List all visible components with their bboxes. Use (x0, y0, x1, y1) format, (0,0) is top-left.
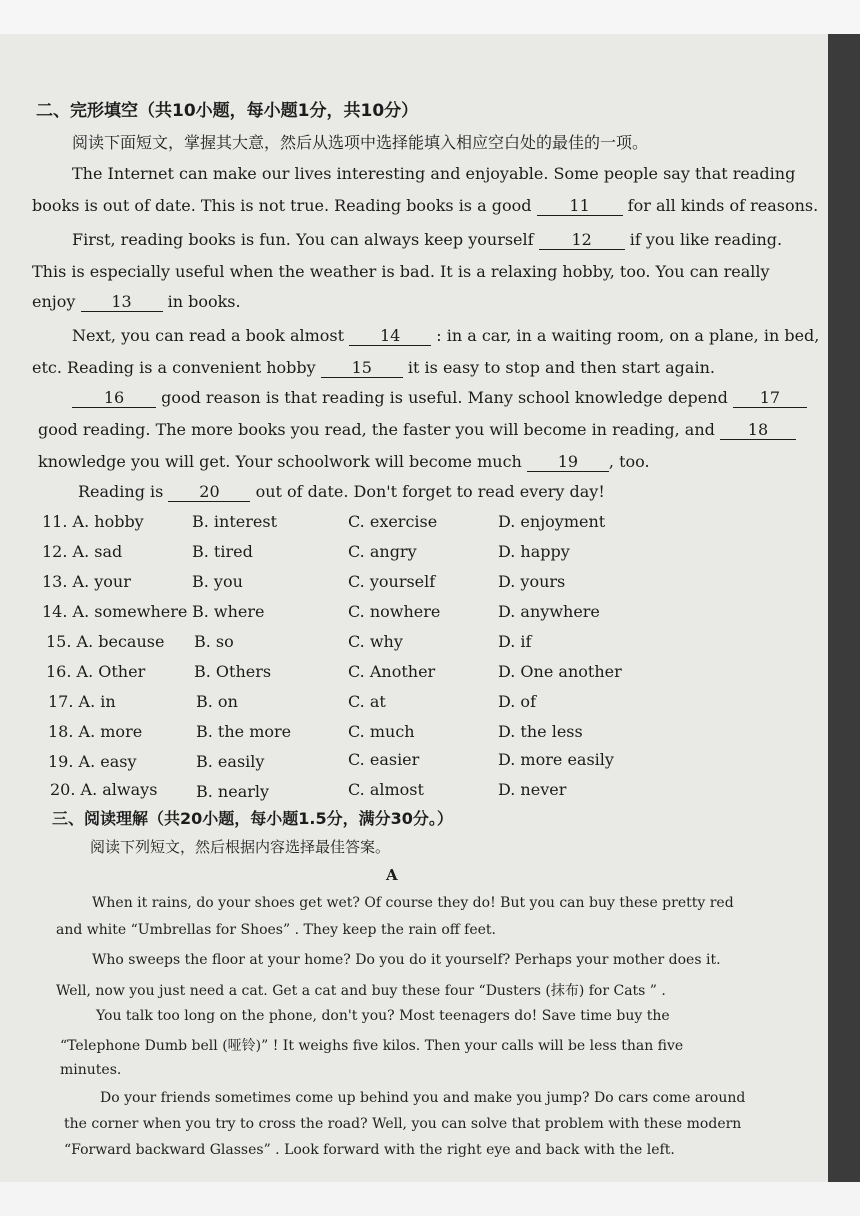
reading-line: You talk too long on the phone, don't you? Most teenagers do! Save time buy the (96, 1008, 670, 1024)
passage-heading: A (386, 866, 398, 884)
passage-text: knowledge you will get. Your schoolwork will become much (38, 452, 522, 471)
option-c: C. almost (348, 780, 424, 799)
option-d: D. more easily (498, 750, 614, 769)
reading-line: the corner when you try to cross the road? Well, you can solve that problem with these modern (64, 1116, 742, 1132)
passage-line (78, 482, 605, 502)
option-b: B. nearly (196, 782, 270, 801)
option-a: 20. A. always (50, 780, 158, 799)
option-d: D. enjoyment (498, 512, 606, 531)
reading-line: Who sweeps the floor at your home? Do you do it yourself? Perhaps your mother does it. (92, 952, 721, 968)
option-c: C. Another (348, 662, 436, 681)
blank-12: 12 (539, 231, 625, 250)
passage-text: if you like reading. (629, 230, 783, 249)
blank-11: 11 (537, 197, 623, 216)
passage-text: books is out of date. This is not true. Reading books is a good (32, 196, 532, 215)
option-c: C. at (348, 692, 386, 711)
passage-text: out of date. Don't forget to read every day! (255, 482, 605, 501)
passage-line (32, 292, 241, 312)
option-c: C. much (348, 722, 415, 741)
option-d: D. if (498, 632, 532, 651)
reading-line: Do your friends sometimes come up behind you and make you jump? Do cars come around (100, 1090, 746, 1106)
option-a: 18. A. more (48, 722, 143, 741)
blank-20: 20 (168, 483, 250, 502)
option-d: D. never (498, 780, 567, 799)
passage-text: enjoy (32, 292, 76, 311)
blank-17: 17 (733, 389, 807, 408)
option-a: 13. A. your (42, 572, 131, 591)
section2-instruction: 阅读下面短文，掌握其大意，然后从选项中选择能填入相应空白处的最佳的一项。 (72, 133, 649, 152)
passage-text: good reason is that reading is useful. Many school knowledge depend (161, 388, 728, 407)
passage-line (72, 388, 807, 408)
option-c: C. angry (348, 542, 417, 561)
top-margin (0, 0, 860, 34)
passage-line (72, 326, 819, 346)
reading-line: and white “Umbrellas for Shoes” . They keep the rain off feet. (56, 922, 496, 938)
reading-line: “Telephone Dumb bell (哑铃)” ! It weighs five kilos. Then your calls will be less than five (60, 1038, 684, 1054)
option-a: 12. A. sad (42, 542, 123, 561)
option-b: B. interest (192, 512, 278, 531)
option-c: C. exercise (348, 512, 438, 531)
option-a: 16. A. Other (46, 662, 146, 681)
passage-line (32, 358, 715, 378)
passage-text: in books. (167, 292, 241, 311)
option-c: C. nowhere (348, 602, 441, 621)
passage-line (32, 196, 818, 216)
bottom-margin (0, 1182, 860, 1216)
option-b: B. so (194, 632, 234, 651)
section2-title: 二、完形填空（共10小题，每小题1分，共10分） (36, 101, 419, 121)
option-d: D. of (498, 692, 536, 711)
option-b: B. you (192, 572, 243, 591)
option-b: B. the more (196, 722, 292, 741)
option-b: B. Others (194, 662, 272, 681)
option-c: C. easier (348, 750, 420, 769)
passage-line (72, 230, 782, 250)
option-a: 19. A. easy (48, 752, 137, 771)
option-a: 17. A. in (48, 692, 116, 711)
option-a: 14. A. somewhere (42, 602, 188, 621)
reading-line: When it rains, do your shoes get wet? Of course they do! But you can buy these pretty red (92, 895, 734, 911)
option-b: B. tired (192, 542, 253, 561)
passage-text: Next, you can read a book almost (72, 326, 345, 345)
passage-line (38, 452, 650, 472)
passage-text: Reading is (78, 482, 164, 501)
passage-text: for all kinds of reasons. (627, 196, 819, 215)
option-b: B. on (196, 692, 238, 711)
option-d: D. anywhere (498, 602, 600, 621)
passage-line: This is especially useful when the weather is bad. It is a relaxing hobby, too. You can really (32, 262, 770, 281)
section3-instruction: 阅读下列短文，然后根据内容选择最佳答案。 (90, 838, 391, 856)
passage-line (38, 420, 796, 440)
passage-text: good reading. The more books you read, the faster you will become in reading, and (38, 420, 715, 439)
blank-14: 14 (349, 327, 431, 346)
section3-title: 三、阅读理解（共20小题，每小题1.5分，满分30分。） (52, 809, 453, 828)
blank-15: 15 (321, 359, 403, 378)
option-c: C. yourself (348, 572, 436, 591)
passage-text: etc. Reading is a convenient hobby (32, 358, 316, 377)
blank-16: 16 (72, 389, 156, 408)
option-a: 11. A. hobby (42, 512, 144, 531)
option-a: 15. A. because (46, 632, 165, 651)
reading-line: minutes. (60, 1062, 122, 1078)
blank-18: 18 (720, 421, 796, 440)
blank-13: 13 (81, 293, 163, 312)
option-b: B. easily (196, 752, 265, 771)
passage-text: , too. (608, 452, 650, 471)
option-d: D. happy (498, 542, 570, 561)
reading-line: Well, now you just need a cat. Get a cat and buy these four “Dusters (抹布) for Cats ” . (56, 983, 666, 999)
reading-line: “Forward backward Glasses” . Look forward with the right eye and back with the left. (64, 1142, 675, 1158)
passage-text: First, reading books is fun. You can always keep yourself (72, 230, 534, 249)
passage-text: : in a car, in a waiting room, on a plane, in bed, (436, 326, 820, 345)
blank-19: 19 (527, 453, 609, 472)
passage-text: it is easy to stop and then start again. (407, 358, 715, 377)
option-d: D. the less (498, 722, 583, 741)
option-d: D. One another (498, 662, 622, 681)
option-b: B. where (192, 602, 265, 621)
option-c: C. why (348, 632, 403, 651)
passage-line: The Internet can make our lives interesting and enjoyable. Some people say that reading (72, 164, 796, 183)
option-d: D. yours (498, 572, 566, 591)
